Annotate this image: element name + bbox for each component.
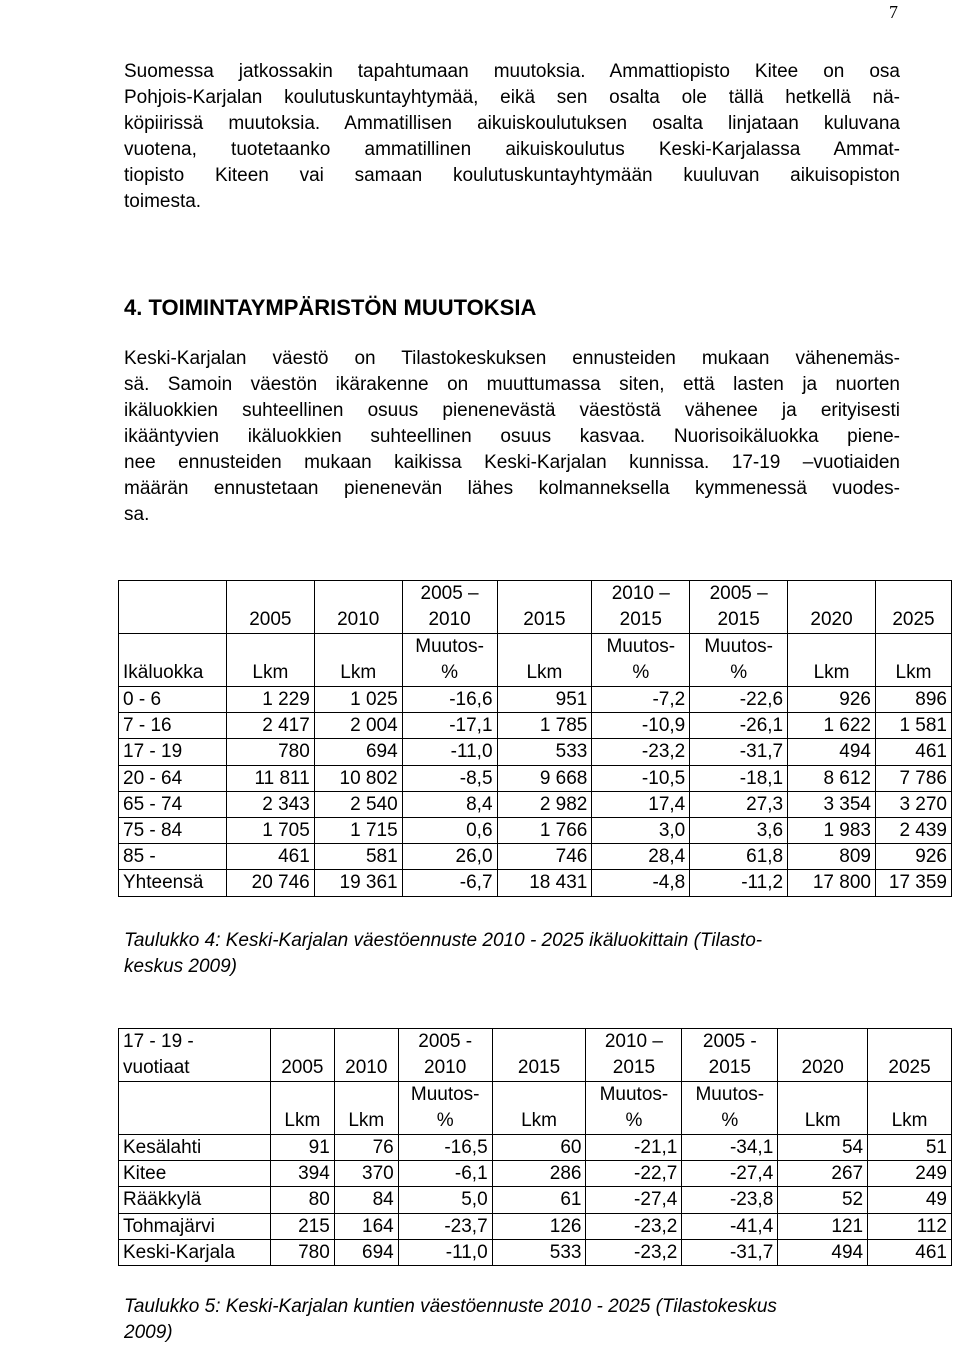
header-cell-label [119,1082,271,1135]
table-row [119,1135,952,1161]
value-cell: 1 229 [226,687,314,713]
value-cell: 49 [868,1187,952,1213]
table-row [119,791,952,817]
header-cell: 2010 – 2015 [592,581,690,634]
value-cell: 533 [492,1239,586,1265]
table-header [119,581,952,687]
value-cell: 1 766 [497,818,592,844]
value-cell: 267 [778,1161,868,1187]
value-cell: 27,3 [690,791,788,817]
caption-line: 2009) [124,1322,173,1343]
table-row [119,1161,952,1187]
header-cell: 2020 [788,581,876,634]
text-line: Pohjois-Karjalan koulutuskuntayhtymää, eikä sen osalta ole tällä hetkellä nä- [124,87,900,108]
value-cell: 9 668 [497,765,592,791]
header-cell: Lkm [270,1082,334,1135]
text-line: nee ennusteiden mukaan kaikissa Keski-Karjalan kunnissa. 17-19 –vuotiaiden [124,452,900,473]
value-cell: 394 [270,1161,334,1187]
header-cell: 2010 – 2015 [586,1029,682,1082]
table5-caption [124,1294,894,1346]
value-cell: -17,1 [402,713,497,739]
caption-line: Taulukko 5: Keski-Karjalan kuntien väestöennuste 2010 - 2025 (Tilastokeskus [124,1296,777,1317]
value-cell: 17 800 [788,870,876,896]
municipality-youth-table [118,1028,952,1266]
header-cell: 2015 [492,1029,586,1082]
text-line: toimesta. [124,191,202,212]
value-cell: 60 [492,1135,586,1161]
value-cell: -11,2 [690,870,788,896]
value-cell: -11,0 [402,739,497,765]
value-cell: -6,1 [398,1161,492,1187]
header-row-years [119,1029,952,1082]
header-cell: Lkm [875,634,951,687]
row-label-cell: Kesälahti [119,1135,271,1161]
header-cell-label: Ikäluokka [119,634,227,687]
value-cell: -21,1 [586,1135,682,1161]
value-cell: -27,4 [682,1161,778,1187]
header-cell: Lkm [497,634,592,687]
value-cell: 54 [778,1135,868,1161]
text-line: sä. Samoin väestön ikärakenne on muuttumassa siten, että lasten ja nuorten [124,374,900,395]
header-cell: 2020 [778,1029,868,1082]
value-cell: -18,1 [690,765,788,791]
table-row [119,739,952,765]
value-cell: 2 540 [314,791,402,817]
header-cell: Lkm [788,634,876,687]
value-cell: 3 270 [875,791,951,817]
header-row-years [119,581,952,634]
value-cell: 2 417 [226,713,314,739]
value-cell: 18 431 [497,870,592,896]
header-cell: 2005 [226,581,314,634]
header-cell: Muutos- % [682,1082,778,1135]
value-cell: -7,2 [592,687,690,713]
value-cell: 20 746 [226,870,314,896]
header-cell: Lkm [334,1082,398,1135]
value-cell: 461 [868,1239,952,1265]
page-number: 7 [889,2,898,22]
table-header [119,1029,952,1135]
value-cell: 494 [788,739,876,765]
value-cell: -16,6 [402,687,497,713]
value-cell: 694 [314,739,402,765]
header-cell: Lkm [868,1082,952,1135]
value-cell: 3,0 [592,818,690,844]
table-body [119,1135,952,1266]
table-row [119,687,952,713]
row-label-cell: 7 - 16 [119,713,227,739]
value-cell: 17 359 [875,870,951,896]
value-cell: 17,4 [592,791,690,817]
value-cell: 61 [492,1187,586,1213]
value-cell: 1 025 [314,687,402,713]
value-cell: 809 [788,844,876,870]
table-row [119,870,952,896]
value-cell: -27,4 [586,1187,682,1213]
value-cell: 11 811 [226,765,314,791]
text-line: ikääntyvien ikäluokkien suhteellinen osuus kasvaa. Nuorisoikäluokka piene- [124,426,900,447]
value-cell: 286 [492,1161,586,1187]
value-cell: 1 715 [314,818,402,844]
value-cell: 112 [868,1213,952,1239]
value-cell: 926 [788,687,876,713]
value-cell: 926 [875,844,951,870]
row-label-cell: Kitee [119,1161,271,1187]
header-cell: 2010 [334,1029,398,1082]
header-cell: Lkm [778,1082,868,1135]
header-cell: 2005 - 2010 [398,1029,492,1082]
value-cell: 26,0 [402,844,497,870]
value-cell: 0,6 [402,818,497,844]
value-cell: -31,7 [690,739,788,765]
value-cell: 8,4 [402,791,497,817]
section-heading: 4. TOIMINTAYMPÄRISTÖN MUUTOKSIA [124,295,537,320]
caption-line: Taulukko 4: Keski-Karjalan väestöennuste 2010 - 2025 ikäluokittain (Tilasto- [124,930,763,951]
text-line: Keski-Karjalan väestö on Tilastokeskuksen ennusteiden mukaan vähenemäs- [124,348,900,369]
header-cell: Lkm [492,1082,586,1135]
text-line: ikäluokkien suhteellinen osuus pienenevästä väestöstä vähenee ja erityisesti [124,400,900,421]
value-cell: 164 [334,1213,398,1239]
value-cell: 51 [868,1135,952,1161]
value-cell: 80 [270,1187,334,1213]
header-cell-label [119,581,227,634]
value-cell: 746 [497,844,592,870]
header-cell: 2025 [868,1029,952,1082]
text-line: Suomessa jatkossakin tapahtumaan muutoksia. Ammattiopisto Kitee on osa [124,61,900,82]
value-cell: 1 581 [875,713,951,739]
value-cell: -10,9 [592,713,690,739]
value-cell: 126 [492,1213,586,1239]
table-row [119,844,952,870]
value-cell: 91 [270,1135,334,1161]
value-cell: -26,1 [690,713,788,739]
value-cell: -23,2 [592,739,690,765]
value-cell: 370 [334,1161,398,1187]
row-label-cell: Yhteensä [119,870,227,896]
text-line: määrän ennustetaan pienenevän lähes kolmanneksella kymmenessä vuodes- [124,478,900,499]
value-cell: 121 [778,1213,868,1239]
value-cell: -10,5 [592,765,690,791]
header-cell-label: 17 - 19 - vuotiaat [119,1029,271,1082]
value-cell: 3 354 [788,791,876,817]
value-cell: -23,2 [586,1213,682,1239]
row-label-cell: 85 - [119,844,227,870]
value-cell: 76 [334,1135,398,1161]
row-label-cell: 20 - 64 [119,765,227,791]
header-cell: Muutos- % [402,634,497,687]
value-cell: 896 [875,687,951,713]
value-cell: 533 [497,739,592,765]
header-cell: 2025 [875,581,951,634]
value-cell: 3,6 [690,818,788,844]
table-row [119,1187,952,1213]
row-label-cell: Tohmajärvi [119,1213,271,1239]
value-cell: 249 [868,1161,952,1187]
header-cell: 2005 [270,1029,334,1082]
value-cell: -34,1 [682,1135,778,1161]
table-row [119,1213,952,1239]
text-line: köpiirissä muutoksia. Ammatillisen aikuiskoulutuksen osalta linjataan kuluvana [124,113,900,134]
value-cell: 84 [334,1187,398,1213]
value-cell: 2 439 [875,818,951,844]
value-cell: 1 983 [788,818,876,844]
caption-line: keskus 2009) [124,956,238,977]
table-row [119,765,952,791]
value-cell: 10 802 [314,765,402,791]
value-cell: 951 [497,687,592,713]
header-row-units [119,1082,952,1135]
row-label-cell: Rääkkylä [119,1187,271,1213]
value-cell: 19 361 [314,870,402,896]
value-cell: -22,7 [586,1161,682,1187]
value-cell: 7 786 [875,765,951,791]
text-line: tiopisto Kiteen vai samaan koulutuskuntayhtymään kuuluvan aikuisopiston [124,165,900,186]
value-cell: 1 705 [226,818,314,844]
value-cell: -41,4 [682,1213,778,1239]
section-paragraph [124,346,900,528]
value-cell: -31,7 [682,1239,778,1265]
value-cell: 1 622 [788,713,876,739]
value-cell: 52 [778,1187,868,1213]
table-row [119,713,952,739]
table-row [119,818,952,844]
value-cell: -22,6 [690,687,788,713]
value-cell: 8 612 [788,765,876,791]
header-cell: 2005 – 2010 [402,581,497,634]
value-cell: 2 982 [497,791,592,817]
value-cell: -23,2 [586,1239,682,1265]
value-cell: 461 [226,844,314,870]
value-cell: 694 [334,1239,398,1265]
row-label-cell: 75 - 84 [119,818,227,844]
value-cell: -23,7 [398,1213,492,1239]
age-group-population-table [118,580,952,897]
header-cell: Lkm [226,634,314,687]
value-cell: 780 [270,1239,334,1265]
value-cell: 1 785 [497,713,592,739]
value-cell: -11,0 [398,1239,492,1265]
intro-paragraph [124,59,900,215]
value-cell: -6,7 [402,870,497,896]
value-cell: 461 [875,739,951,765]
header-cell: Muutos- % [398,1082,492,1135]
header-cell: 2010 [314,581,402,634]
row-label-cell: 65 - 74 [119,791,227,817]
text-line: sa. [124,504,150,525]
value-cell: 2 343 [226,791,314,817]
row-label-cell: 0 - 6 [119,687,227,713]
value-cell: 780 [226,739,314,765]
header-row-units [119,634,952,687]
header-cell: Muutos- % [586,1082,682,1135]
header-cell: Muutos- % [690,634,788,687]
value-cell: -4,8 [592,870,690,896]
value-cell: 28,4 [592,844,690,870]
table-row [119,1239,952,1265]
header-cell: 2005 – 2015 [690,581,788,634]
header-cell: Muutos- % [592,634,690,687]
header-cell: Lkm [314,634,402,687]
value-cell: 494 [778,1239,868,1265]
header-cell: 2015 [497,581,592,634]
table4-caption [124,928,894,980]
value-cell: 2 004 [314,713,402,739]
value-cell: 61,8 [690,844,788,870]
value-cell: -8,5 [402,765,497,791]
value-cell: -16,5 [398,1135,492,1161]
value-cell: 5,0 [398,1187,492,1213]
header-cell: 2005 - 2015 [682,1029,778,1082]
value-cell: 215 [270,1213,334,1239]
value-cell: 581 [314,844,402,870]
row-label-cell: Keski-Karjala [119,1239,271,1265]
row-label-cell: 17 - 19 [119,739,227,765]
table-body [119,687,952,897]
text-line: vuotena, tuotetaanko ammatillinen aikuiskoulutus Keski-Karjalassa Ammat- [124,139,900,160]
value-cell: -23,8 [682,1187,778,1213]
